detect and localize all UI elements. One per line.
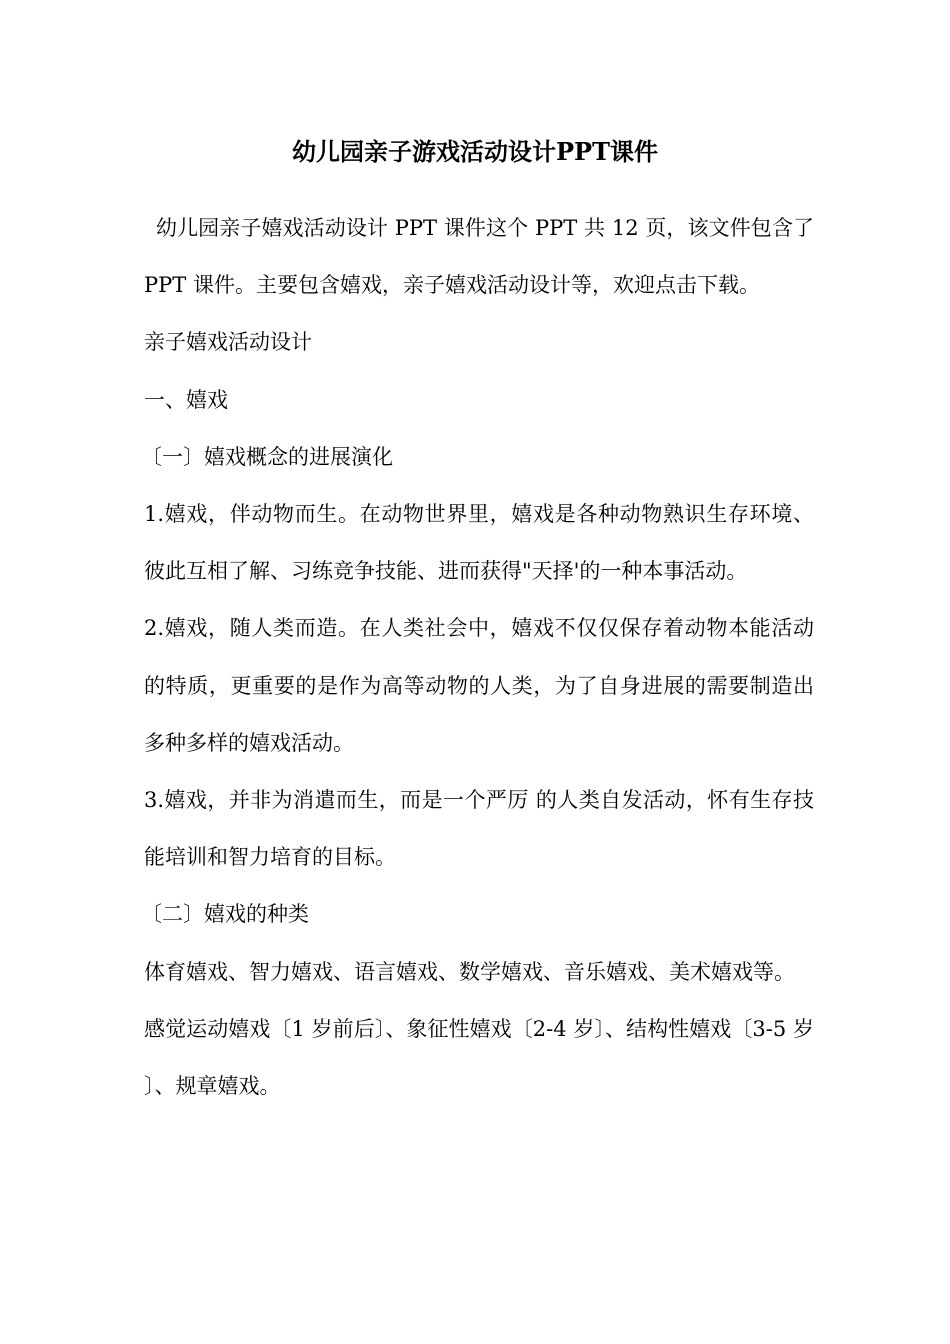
document-title: 幼儿园亲子游戏活动设计PPT课件 <box>292 137 658 166</box>
subsection-heading: 〔二〕嬉戏的种类 <box>141 902 309 927</box>
body-paragraph: 体育嬉戏、智力嬉戏、语言嬉戏、数学嬉戏、音乐嬉戏、美术嬉戏等。 <box>144 959 795 984</box>
body-paragraph: 2.嬉戏，随人类而造。在人类社会中，嬉戏不仅仅保存着动物本能活动的特质，更重要的是作为高等动物的人类，为了自身进展的需要制造出多种多样的嬉戏活动。 <box>144 616 814 755</box>
intro-paragraph: 幼儿园亲子嬉戏活动设计 PPT 课件这个 PPT 共 12 页，该文件包含了 PPT 课件。主要包含嬉戏，亲子嬉戏活动设计等，欢迎点击下载。 <box>144 216 814 298</box>
body-paragraph: 1.嬉戏，伴动物而生。在动物世界里，嬉戏是各种动物熟识生存环境、彼此互相了解、习练竞争技能、进而获得"天择'的一种本事活动。 <box>144 502 814 584</box>
body-paragraph: 3.嬉戏，并非为消遣而生，而是一个严厉 的人类自发活动，怀有生存技能培训和智力培育的目标。 <box>144 788 814 870</box>
chapter-heading: 一、嬉戏 <box>144 387 228 412</box>
document-body <box>141 200 814 1115</box>
body-paragraph: 感觉运动嬉戏〔1 岁前后〕、象征性嬉戏〔2-4 岁〕、结构性嬉戏〔3-5 岁 〕、规章嬉戏。 <box>144 1016 814 1099</box>
subsection-heading: 〔一〕嬉戏概念的进展演化 <box>141 444 393 469</box>
section-heading: 亲子嬉戏活动设计 <box>144 330 312 355</box>
